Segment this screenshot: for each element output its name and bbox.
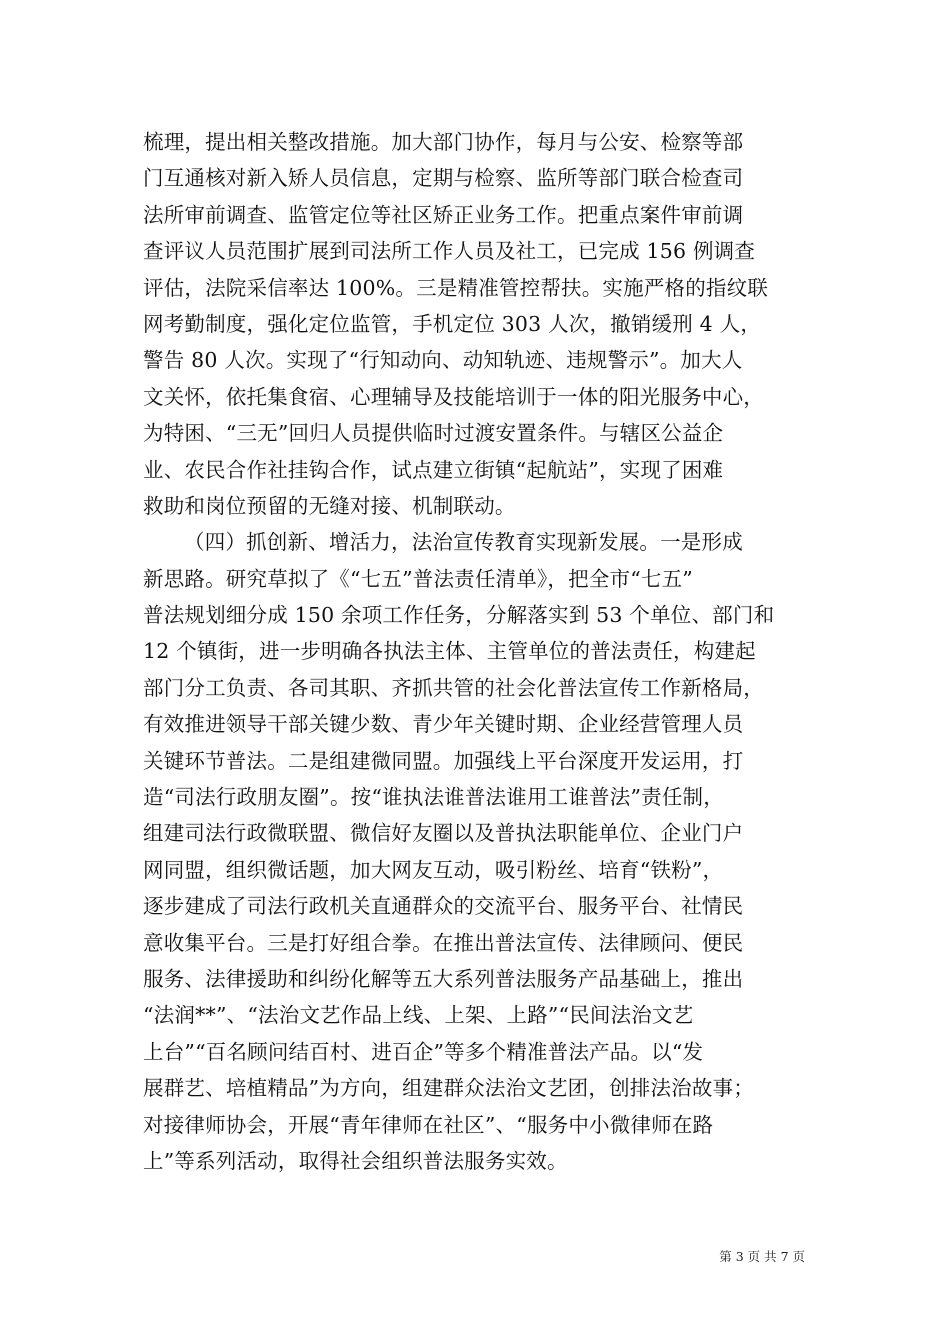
text-line: 逐步建成了司法行政机关直通群众的交流平台、服务平台、社情民	[143, 894, 744, 919]
text-line: 法所审前调查、监管定位等社区矫正业务工作。把重点案件审前调	[143, 202, 744, 227]
text-line: 普法规划细分成 150 余项工作任务，分解落实到 53 个单位、部门和	[143, 603, 775, 628]
text-line: 门互通核对新入矫人员信息，定期与检察、监所等部门联合检查司	[143, 166, 744, 191]
text-line: 评估，法院采信率达 100%。三是精准管控帮扶。实施严格的指纹联	[143, 275, 769, 300]
text-line: 12 个镇街，进一步明确各执法主体、主管单位的普法责任，构建起	[143, 639, 756, 664]
text-line: 上台”“百名顾问结百村、进百企”等多个精准普法产品。以“发	[143, 1039, 704, 1064]
page-number: 第 3 页 共 7 页	[719, 1249, 805, 1264]
text-line: “法润**”、“法治文艺作品上线、上架、上路”“民间法治文艺	[143, 1003, 694, 1028]
text-line: 关键环节普法。二是组建微同盟。加强线上平台深度开发运用，打	[143, 748, 744, 773]
text-line: 网同盟，组织微话题，加大网友互动，吸引粉丝、培育“铁粉”，	[143, 857, 724, 882]
text-line: 梳理，提出相关整改措施。加大部门协作，每月与公安、检察等部	[143, 130, 744, 154]
text-line: 救助和岗位预留的无缝对接、机制联动。	[143, 493, 516, 518]
body-text	[143, 124, 815, 1179]
text-line: 造“司法行政朋友圈”。按“谁执法谁普法谁用工谁普法”责任制，	[143, 785, 724, 810]
text-line: 对接律师协会，开展“青年律师在社区”、“服务中小微律师在路	[143, 1112, 714, 1137]
text-line: 部门分工负责、各司其职、齐抓共管的社会化普法宣传工作新格局，	[143, 675, 764, 700]
text-line: 警告 80 人次。实现了“行知动向、动知轨迹、违规警示”。加大人	[143, 348, 743, 373]
text-line: 新思路。研究草拟了《“七五”普法责任清单》，把全市“七五”	[143, 566, 693, 591]
text-line: 为特困、“三无”回归人员提供临时过渡安置条件。与辖区公益企	[143, 421, 724, 446]
text-line: 服务、法律援助和纠纷化解等五大系列普法服务产品基础上，推出	[143, 966, 744, 991]
paragraph-start-line: （四）抓创新、增活力，法治宣传教育实现新发展。一是形成	[184, 530, 743, 555]
text-line: 意收集平台。三是打好组合拳。在推出普法宣传、法律顾问、便民	[143, 930, 744, 955]
text-line: 组建司法行政微联盟、微信好友圈以及普执法职能单位、企业门户	[143, 821, 744, 846]
text-line: 有效推进领导干部关键少数、青少年关键时期、企业经营管理人员	[143, 712, 744, 737]
text-line: 文关怀，依托集食宿、心理辅导及技能培训于一体的阳光服务中心，	[143, 384, 764, 409]
text-line: 查评议人员范围扩展到司法所工作人员及社工，已完成 156 例调查	[143, 239, 756, 264]
text-line: 展群艺、培植精品”为方向，组建群众法治文艺团，创排法治故事；	[143, 1076, 754, 1101]
text-line: 网考勤制度，强化定位监管，手机定位 303 人次，撤销缓刑 4 人，	[143, 311, 762, 336]
text-line: 业、农民合作社挂钩合作，试点建立街镇“起航站”，实现了困难	[143, 457, 724, 482]
text-line: 上”等系列活动，取得社会组织普法服务实效。	[143, 1148, 568, 1173]
